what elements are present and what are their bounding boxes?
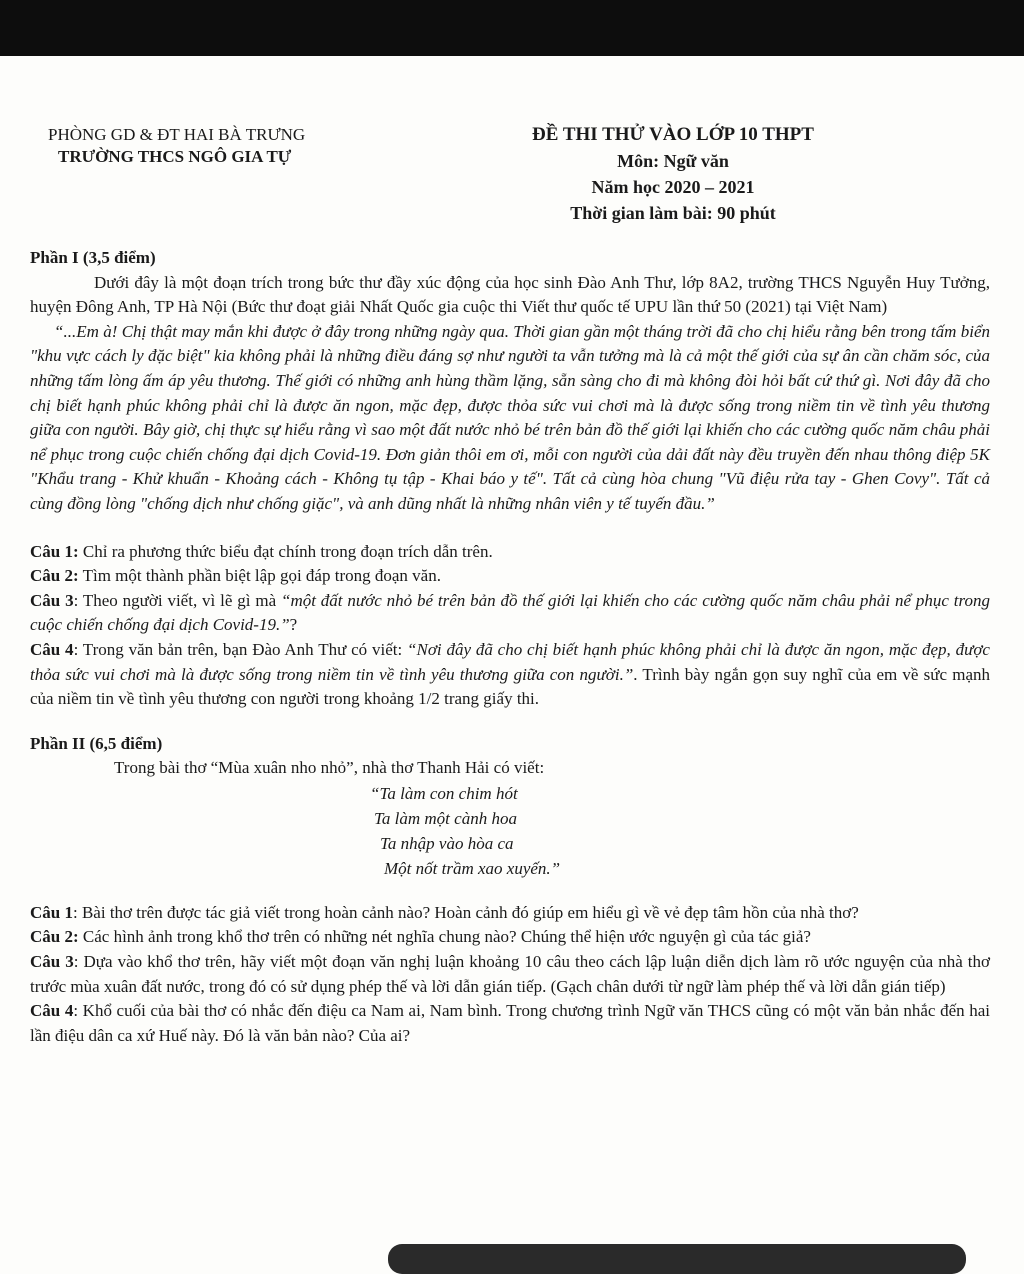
top-black-bar [0, 0, 1024, 56]
part2-intro: Trong bài thơ “Mùa xuân nho nhỏ”, nhà thơ Thanh Hải có viết: [114, 758, 545, 778]
header-left [48, 124, 305, 168]
bottom-overlay-bar [388, 1244, 966, 1274]
exam-title: ĐỀ THI THỬ VÀO LỚP 10 THPT [532, 124, 814, 145]
school-name: TRƯỜNG THCS NGÔ GIA TỰ [58, 147, 292, 166]
department-name: PHÒNG GD & ĐT HAI BÀ TRƯNG [48, 125, 306, 144]
letter-excerpt: “...Em à! Chị thật may mắn khi được ở đây trong những ngày qua. Thời gian gần một tháng trời đã cho chị hiểu rằng bên trong tấm biển "khu vực cách ly đặc biệt" kia không phải là những điều đáng sợ như người ta vẫn tưởng mà là cả một thế giới của sự ân cần chăm sóc, của những tấm lòng ấm áp yêu thương. Thế giới có những anh hùng thầm lặng, sẵn sàng cho đi mà không đòi hỏi bất cứ thứ gì. Nơi đây đã cho chị biết hạnh phúc không phải chỉ là được ăn ngon, mặc đẹp, được thỏa sức vui chơi mà là được sống trong niềm tin về tình yêu thương giữa con người. Bây giờ, chị thực sự hiểu rằng vì sao một đất nước nhỏ bé trên bản đồ thế giới lại khiến cho các cường quốc năm châu phải nể phục trong cuộc chiến chống đại dịch Covid-19. Đơn giản thôi em ơi, mỗi con người của dải đất này đều truyền đến nhau thông điệp 5K "Khẩu trang - Khử khuẩn - Khoảng cách - Không tụ tập - Khai báo y tế". Tất cả cùng hòa chung "Vũ điệu rửa tay - Ghen Covy". Tất cả cùng đồng lòng "chống dịch như chống giặc", và anh dũng nhất là những nhân viên y tế tuyến đầu.” [30, 321, 990, 513]
part1-intro: Dưới đây là một đoạn trích trong bức thư đầy xúc động của học sinh Đào Anh Thư, lớp 8A2, trường THCS Nguyễn Huy Tưởng, huyện Đông Anh, TP Hà Nội (Bức thư đoạt giải Nhất Quốc gia cuộc thi Viết thư quốc tế UPU lần thứ 50 (2021) tại Việt Nam) [30, 272, 990, 317]
school-year: Năm học 2020 – 2021 [591, 177, 755, 197]
part2-heading: Phần II (6,5 điểm) [30, 733, 163, 753]
poem-line: “Ta làm con chim hót [370, 783, 518, 803]
part1-question-1: Câu 1: Chỉ ra phương thức biểu đạt chính trong đoạn trích dẫn trên. [30, 541, 493, 561]
part1-question-2: Câu 2: Tìm một thành phần biệt lập gọi đáp trong đoạn văn. [30, 566, 441, 586]
poem-line: Ta làm một cành hoa [374, 808, 517, 828]
part1-heading: Phần I (3,5 điểm) [30, 248, 156, 267]
subject: Môn: Ngữ văn [617, 151, 729, 171]
part2-question-4: Câu 4: Khổ cuối của bài thơ có nhắc đến điệu ca Nam ai, Nam bình. Trong chương trình Ngữ văn THCS cũng có một văn bản nhắc đến hai lần điệu dân ca xứ Huế này. Đó là văn bản nào? Của ai? [30, 1001, 990, 1045]
part1-question-3: Câu 3: Theo người viết, vì lẽ gì mà “một đất nước nhỏ bé trên bản đồ thế giới lại khiến cho các cường quốc năm châu phải nể phục trong cuộc chiến chống đại dịch Covid-19.”? [30, 590, 991, 635]
exam-content [30, 246, 990, 1048]
part2-question-1: Câu 1: Bài thơ trên được tác giả viết trong hoàn cảnh nào? Hoàn cảnh đó giúp em hiểu gì về vẻ đẹp tâm hồn của nhà thơ? [30, 902, 859, 922]
header-right [488, 122, 858, 226]
part1-question-4: Câu 4: Trong văn bản trên, bạn Đào Anh Thư có viết: “Nơi đây đã cho chị biết hạnh phúc không phải chỉ là được ăn ngon, mặc đẹp, được thỏa sức vui chơi mà là được sống trong niềm tin về tình yêu thương giữa con người.”. Trình bày ngắn gọn suy nghĩ của em về sức mạnh của niềm tin về tình yêu thương con người trong khoảng 1/2 trang giấy thi. [30, 639, 991, 709]
part2-question-3: Câu 3: Dựa vào khổ thơ trên, hãy viết một đoạn văn nghị luận khoảng 10 câu theo cách lập luận diễn dịch làm rõ ước nguyện của nhà thơ trước mùa xuân đất nước, trong đó có sử dụng phép thế và lời dẫn gián tiếp. (Gạch chân dưới từ ngữ làm phép thế và lời dẫn gián tiếp) [30, 952, 990, 996]
poem-stanza [30, 781, 990, 881]
part2-question-2: Câu 2: Các hình ảnh trong khổ thơ trên có những nét nghĩa chung nào? Chúng thể hiện ước nguyện gì của tác giả? [30, 927, 811, 947]
poem-line: Ta nhập vào hòa ca [380, 833, 514, 853]
duration: Thời gian làm bài: 90 phút [570, 203, 776, 223]
poem-line: Một nốt trầm xao xuyến.” [384, 858, 561, 878]
